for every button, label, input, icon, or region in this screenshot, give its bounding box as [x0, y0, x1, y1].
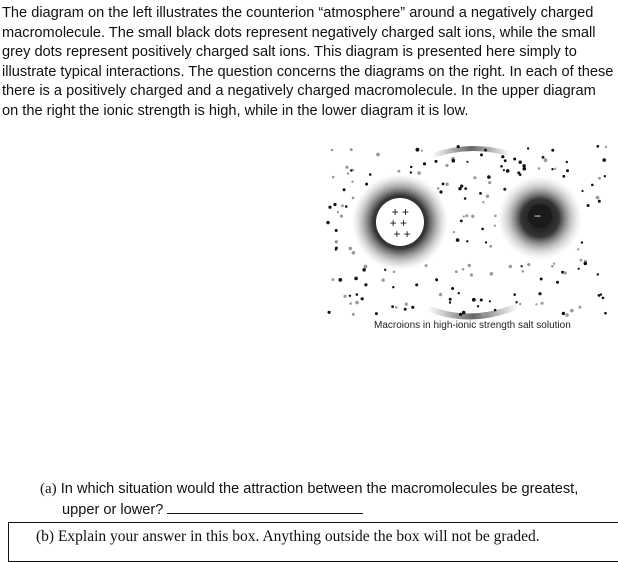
salt-ion-dot — [503, 169, 505, 171]
salt-ion-dot — [349, 247, 353, 251]
salt-ion-dot — [338, 278, 342, 282]
salt-ion-dot — [605, 146, 607, 148]
salt-ion-dot — [504, 159, 507, 162]
salt-ion-dot — [581, 241, 583, 243]
salt-ion-dot — [384, 269, 386, 271]
salt-ion-dot — [578, 268, 580, 270]
salt-ion-dot — [352, 197, 355, 200]
question-b — [36, 528, 540, 546]
salt-ion-dot — [527, 147, 529, 149]
salt-ion-dot — [333, 203, 336, 206]
left-plus-signs: + + + + + + — [389, 205, 411, 241]
salt-ion-dot — [487, 175, 491, 179]
salt-ion-dot — [581, 190, 583, 192]
salt-ion-dot — [604, 312, 607, 315]
salt-ion-dot — [562, 312, 565, 315]
salt-ion-dot — [351, 181, 353, 183]
salt-ion-dot — [445, 164, 448, 167]
salt-ion-dot — [519, 161, 522, 164]
salt-ion-dot — [519, 173, 522, 176]
salt-ion-dot — [473, 176, 476, 179]
salt-ion-dot — [376, 153, 380, 157]
salt-ion-dot — [480, 299, 483, 302]
salt-ion-dot — [356, 293, 359, 296]
salt-ion-dot — [468, 264, 471, 267]
salt-ion-dot — [538, 167, 541, 170]
salt-ion-dot — [481, 313, 484, 316]
salt-ion-dot — [460, 220, 463, 223]
salt-ion-dot — [596, 145, 599, 148]
salt-ion-dot — [397, 170, 400, 173]
salt-ion-dot — [486, 195, 489, 198]
diagram-caption: Macroions in high-ionic strength salt solution — [374, 320, 571, 331]
salt-ion-dot — [598, 294, 601, 297]
salt-ion-dot — [341, 204, 344, 207]
salt-ion-dot — [404, 308, 407, 311]
salt-ion-dot — [395, 306, 398, 309]
question-b-text: Explain your answer in this box. Anything outside the box will not be graded. — [57, 528, 540, 545]
salt-ion-dot — [465, 214, 468, 217]
salt-ion-dot — [587, 204, 590, 207]
salt-ion-dot — [416, 148, 420, 152]
salt-ion-dot — [455, 270, 458, 273]
salt-ion-dot — [513, 293, 516, 296]
salt-ion-dot — [494, 309, 497, 312]
salt-ion-dot — [343, 295, 346, 298]
salt-ion-dot — [564, 271, 567, 274]
interaction-arc-bottom — [428, 306, 518, 317]
salt-ion-dot — [410, 166, 412, 168]
salt-ion-dot — [490, 272, 494, 276]
salt-ion-dot — [328, 311, 331, 314]
salt-ion-dot — [393, 271, 396, 274]
salt-ion-dot — [328, 206, 331, 209]
question-b-label: (b) — [36, 528, 55, 545]
salt-ion-dot — [347, 172, 349, 174]
question-a-text-line2: upper or lower? — [62, 502, 164, 518]
salt-ion-dot — [381, 278, 384, 281]
salt-ion-dot — [417, 171, 421, 175]
salt-ion-dot — [364, 265, 368, 269]
salt-ion-dot — [602, 158, 606, 162]
salt-ion-dot — [488, 181, 491, 184]
salt-ion-dot — [343, 188, 346, 191]
salt-ion-dot — [392, 286, 394, 288]
salt-ion-dot — [597, 273, 599, 275]
salt-ion-dot — [470, 273, 473, 276]
question-a-text-line1: In which situation would the attraction between the macromolecules be greatest, — [60, 481, 579, 497]
salt-ion-dot — [591, 184, 594, 187]
salt-ion-dot — [452, 159, 456, 163]
salt-ion-dot — [521, 265, 523, 267]
salt-ion-dot — [500, 165, 503, 168]
salt-ion-dot — [421, 150, 423, 152]
salt-ion-dot — [551, 265, 554, 268]
salt-ion-dot — [565, 313, 569, 317]
salt-ion-dot — [335, 248, 337, 250]
salt-ion-dot — [464, 187, 467, 190]
salt-ion-dot — [566, 161, 568, 163]
salt-ion-dot — [522, 270, 525, 273]
salt-ion-dot — [472, 298, 476, 302]
salt-ion-dot — [481, 228, 484, 231]
salt-ion-dot — [553, 263, 555, 265]
salt-ion-dot — [494, 225, 496, 227]
salt-ion-dot — [479, 192, 482, 195]
salt-ion-dot — [535, 303, 537, 305]
intro-paragraph: The diagram on the left illustrates the counterion “atmosphere” around a negatively charged macromolecule. The small black dots represent negatively charged salt ions, while the small grey dots represent positively charged salt ions. This diagram is presented here simply to illustrate typical interactions. The question concerns the diagrams on the right. In each of these there is a positively charged and a negatively charged macromolecule. In the upper diagram on the right the ionic strength is high, while in the lower diagram it is low. — [2, 5, 614, 119]
salt-ion-dot — [437, 187, 440, 190]
salt-ion-dot — [527, 263, 530, 266]
salt-ion-dot — [577, 248, 579, 250]
salt-ion-dot — [423, 162, 426, 165]
salt-ion-dot — [551, 149, 554, 152]
salt-ion-dot — [326, 221, 329, 224]
salt-ion-dot — [485, 241, 487, 243]
salt-ion-dot — [509, 265, 512, 268]
salt-ion-dot — [457, 145, 460, 148]
salt-ion-dot — [335, 229, 338, 232]
salt-ion-dot — [540, 278, 543, 281]
salt-ion-dot — [584, 262, 588, 266]
salt-ion-dot — [435, 278, 438, 281]
salt-ion-dot — [463, 215, 465, 217]
salt-ion-dot — [337, 211, 339, 213]
salt-ion-dot — [515, 301, 517, 303]
salt-ion-dot — [466, 161, 468, 163]
salt-ion-dot — [604, 175, 606, 177]
salt-ion-dot — [551, 168, 553, 170]
answer-blank[interactable] — [167, 499, 363, 514]
salt-ion-dot — [352, 251, 356, 255]
salt-ion-dot — [458, 292, 460, 294]
salt-ion-dot — [425, 264, 428, 267]
salt-ion-dot — [484, 149, 487, 152]
salt-ion-dot — [598, 200, 601, 203]
salt-ion-dot — [459, 313, 462, 316]
right-minus-sign: − — [534, 209, 542, 223]
salt-ion-dot — [335, 240, 338, 243]
salt-ion-dot — [355, 301, 359, 305]
salt-ion-dot — [362, 268, 366, 272]
salt-ion-dot — [442, 183, 445, 186]
salt-ion-dot — [602, 297, 605, 300]
macroion-diagram — [320, 136, 618, 346]
salt-ion-dot — [554, 168, 556, 170]
salt-ion-dot — [361, 297, 364, 300]
salt-ion-dot — [354, 277, 358, 281]
salt-ion-dot — [332, 176, 335, 179]
salt-ion-dot — [391, 305, 394, 308]
salt-ion-dot — [566, 169, 569, 172]
salt-ion-dot — [480, 153, 483, 156]
salt-ion-dot — [541, 302, 544, 305]
salt-ion-dot — [596, 196, 600, 200]
salt-ion-dot — [513, 158, 516, 161]
salt-ion-dot — [445, 183, 448, 186]
salt-ion-dot — [466, 240, 468, 242]
salt-ion-dot — [340, 215, 343, 218]
salt-ion-dot — [345, 205, 348, 208]
salt-ion-dot — [350, 148, 353, 151]
salt-ion-dot — [345, 166, 348, 169]
salt-ion-dot — [439, 293, 442, 296]
salt-ion-dot — [542, 156, 545, 159]
salt-ion-dot — [519, 303, 521, 305]
salt-ion-dot — [562, 175, 565, 178]
salt-ion-dot — [580, 259, 583, 262]
salt-ion-dot — [462, 311, 466, 315]
question-a-label: (a) — [40, 481, 57, 497]
salt-ion-dot — [331, 149, 334, 152]
salt-ion-dot — [352, 313, 355, 316]
salt-ion-dot — [331, 278, 334, 281]
salt-ion-dot — [506, 169, 510, 173]
salt-ion-dot — [464, 197, 467, 200]
salt-ion-dot — [453, 231, 455, 233]
salt-ion-dot — [544, 158, 548, 162]
salt-ion-dot — [556, 281, 559, 284]
salt-ion-dot — [456, 238, 460, 242]
salt-ion-dot — [489, 300, 491, 302]
salt-ion-dot — [451, 287, 454, 290]
salt-ion-dot — [364, 283, 367, 286]
salt-ion-dot — [598, 177, 601, 180]
salt-ion-dot — [458, 187, 461, 190]
salt-ion-dot — [501, 155, 504, 158]
salt-ion-dot — [471, 215, 474, 218]
salt-ion-dot — [365, 183, 368, 186]
salt-ion-dot — [349, 295, 351, 297]
salt-ion-dot — [439, 190, 442, 193]
salt-ion-dot — [522, 164, 525, 167]
salt-ion-dot — [462, 268, 465, 271]
salt-ion-dot — [477, 305, 479, 307]
salt-ion-dot — [494, 215, 497, 218]
salt-ion-dot — [369, 173, 372, 176]
salt-ion-dot — [503, 188, 506, 191]
salt-ion-dot — [570, 309, 574, 313]
salt-ion-dot — [405, 303, 408, 306]
salt-ion-dot — [375, 312, 378, 315]
salt-ion-dot — [538, 292, 541, 295]
salt-ion-dot — [411, 306, 414, 309]
salt-ion-dot — [349, 302, 352, 305]
salt-ion-dot — [449, 301, 451, 303]
salt-ion-dot — [579, 306, 582, 309]
salt-ion-dot — [415, 283, 418, 286]
salt-ion-dot — [449, 298, 452, 301]
salt-ion-dot — [350, 169, 352, 171]
question-a — [40, 480, 610, 520]
salt-ion-dot — [482, 201, 484, 203]
salt-ion-dot — [410, 171, 412, 173]
salt-ion-dot — [435, 160, 438, 163]
interaction-arc-top — [432, 148, 510, 156]
salt-ion-dot — [489, 245, 492, 248]
